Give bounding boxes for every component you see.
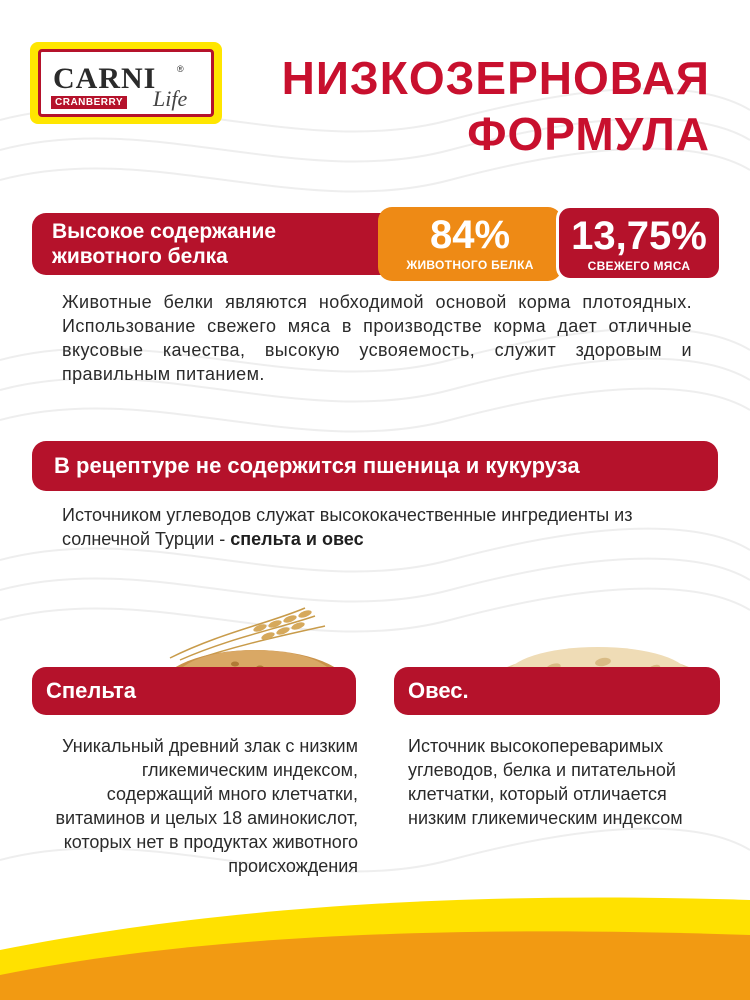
- grain-free-banner: В рецептуре не содержится пшеница и кукуруза: [32, 441, 718, 491]
- carbs-description: [62, 503, 702, 551]
- carbs-description-bold: спельта и овес: [230, 529, 364, 549]
- fresh-meat-value: 13,75%: [571, 214, 707, 258]
- page-title-line2: ФОРМУЛА: [467, 108, 710, 160]
- protein-banner-line1: Высокое содержание: [52, 220, 277, 243]
- animal-protein-value: 84%: [429, 213, 511, 257]
- brand-logo: [30, 42, 222, 124]
- brand-name: CARNI: [53, 62, 157, 95]
- spelt-banner: Спельта: [32, 667, 356, 715]
- brand-registered-mark: ®: [177, 64, 184, 74]
- oats-banner: Овес.: [394, 667, 720, 715]
- oats-description: Источник высокопереваримых углеводов, белка и питательной клетчатки, который отличается низким гликемическим индексом: [408, 736, 683, 828]
- protein-description: Животные белки являются нобходимой основой корма плотоядных. Использование свежего мяса в производстве корма дает отличные вкусовые качества, высокую усвояемость, служит здоровым и правильным питанием.: [62, 292, 692, 384]
- brand-life-script: Life: [153, 86, 188, 111]
- fresh-meat-label: СВЕЖЕГО МЯСА: [587, 259, 691, 273]
- protein-banner-line2: животного белка: [52, 245, 228, 268]
- page-title: [240, 50, 710, 162]
- brand-logo-inner: [38, 49, 214, 117]
- carbs-description-text: Источником углеводов служат высококачественные ингредиенты из солнечной Турции -: [62, 505, 633, 549]
- animal-protein-badge: [378, 207, 562, 281]
- protein-banner: [32, 213, 398, 275]
- animal-protein-label: ЖИВОТНОГО БЕЛКА: [406, 258, 534, 272]
- page-title-line1: НИЗКОЗЕРНОВАЯ: [281, 52, 710, 104]
- brand-subline: CRANBERRY: [51, 96, 127, 109]
- bottom-decorative-wave: [0, 880, 750, 1000]
- spelt-description: Уникальный древний злак с низким гликемическим индексом, содержащий много клетчатки, витаминов и целых 18 аминокислот, которых нет в продуктах животного происхождения: [55, 736, 358, 876]
- fresh-meat-badge: [556, 205, 722, 281]
